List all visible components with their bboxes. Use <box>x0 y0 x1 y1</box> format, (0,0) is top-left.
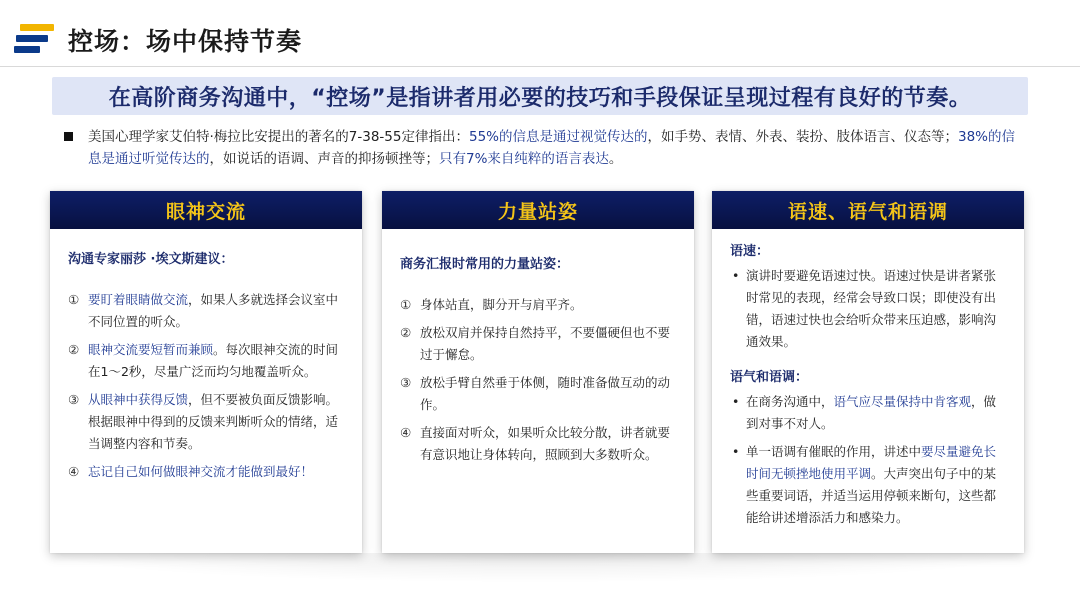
item-number: ② <box>400 325 412 340</box>
list-item <box>730 265 1006 353</box>
list-item <box>400 372 676 416</box>
page-title: 控场：场中保持节奏 <box>68 27 303 56</box>
list-item <box>730 441 1006 529</box>
item-text: ，做到对事不对人。 <box>746 394 997 431</box>
list-item <box>400 322 676 366</box>
item-highlight: 要盯着眼睛做交流 <box>88 292 189 307</box>
item-number: ③ <box>400 375 412 390</box>
section-heading-pace: 语速： <box>730 244 770 259</box>
square-bullet-icon <box>64 132 73 141</box>
bullet-icon: • <box>732 268 740 283</box>
card-header <box>50 191 362 229</box>
bullet-icon: • <box>732 444 740 459</box>
card-title: 语速、语气和语调 <box>787 200 948 223</box>
card-speech-pace-tone <box>712 191 1024 553</box>
item-highlight: 要尽量避免长时间无顿挫地使用平调 <box>746 444 997 481</box>
card-subtitle: 商务汇报时常用的力量站姿： <box>400 257 570 272</box>
item-text: ，但不要被负面反馈影响。根据眼神中得到的反馈来判断听众的情绪，适当调整内容和节奏。 <box>88 392 339 451</box>
list-item <box>68 461 344 483</box>
card-subtitle: 沟通专家丽莎 ·埃文斯建议： <box>68 252 234 267</box>
item-text: 单一语调有催眠的作用，讲述中 <box>746 444 922 459</box>
list-item <box>68 289 344 333</box>
item-text: 演讲时要避免语速过快。语速过快是讲者紧张时常见的表现，经常会导致口误；即使没有出错，语速过快也会给听众带来压迫感，影响沟通效果。 <box>746 268 997 349</box>
summary-banner <box>52 77 1028 115</box>
intro-highlight-visual: 55%的信息是通过视觉传达的 <box>468 129 648 145</box>
list-item <box>68 339 344 383</box>
decorative-shadow <box>40 553 1040 583</box>
item-number: ③ <box>68 392 80 407</box>
item-text: 在商务沟通中， <box>746 394 834 409</box>
brand-logo <box>14 24 54 54</box>
list-item <box>400 294 676 316</box>
item-text: 身体站直，脚分开与肩平齐。 <box>420 297 583 312</box>
card-header <box>382 191 694 229</box>
section-heading-tone: 语气和语调： <box>730 370 809 385</box>
card-header <box>712 191 1024 229</box>
item-text: 放松手臂自然垂于体侧，随时准备做互动的动作。 <box>420 375 671 412</box>
item-text: 。每次眼神交流的时间在1～2秒，尽量广泛而均匀地覆盖听众。 <box>88 342 339 379</box>
item-highlight: 语气应尽量保持中肯客观 <box>833 394 972 409</box>
item-number: ④ <box>68 464 80 479</box>
intro-part: ，如手势、表情、外表、装扮、肢体语言、仪态等； <box>647 129 958 145</box>
list-item <box>68 389 344 455</box>
intro-part: 美国心理学家艾伯特·梅拉比安提出的著名的7-38-55定律指出： <box>88 129 469 145</box>
item-text: 。大声突出句子中的某些重要词语，并适当运用停顿来断句，这些都能给讲述增添活力和感染力。 <box>746 466 997 525</box>
item-number: ① <box>68 292 80 307</box>
intro-highlight-verbal: 只有7%来自纯粹的语言表达 <box>439 151 609 167</box>
intro-part: 。 <box>608 151 623 167</box>
item-number: ① <box>400 297 412 312</box>
card-title: 眼神交流 <box>165 200 246 223</box>
card-eye-contact <box>50 191 362 553</box>
item-text: 直接面对听众，如果听众比较分散，讲者就要有意识地让身体转向，照顾到大多数听众。 <box>420 425 671 462</box>
item-text: ，如果人多就选择会议室中不同位置的听众。 <box>88 292 339 329</box>
intro-text <box>88 126 1024 170</box>
item-number: ④ <box>400 425 412 440</box>
item-text: 放松双肩并保持自然持平，不要僵硬但也不要过于懈怠。 <box>420 325 671 362</box>
card-power-pose <box>382 191 694 553</box>
list-item <box>400 422 676 466</box>
intro-paragraph <box>64 126 1024 170</box>
card-title: 力量站姿 <box>497 200 578 223</box>
bullet-icon: • <box>732 394 740 409</box>
item-highlight: 眼神交流要短暂而兼顾 <box>88 342 214 357</box>
list-item <box>730 391 1006 435</box>
intro-highlight-audio: 38%的信息是通过听觉传达的 <box>88 129 1016 167</box>
item-number: ② <box>68 342 80 357</box>
intro-part: ，如说话的语调、声音的抑扬顿挫等； <box>209 151 439 167</box>
item-highlight: 忘记自己如何做眼神交流才能做到最好！ <box>88 464 314 479</box>
banner-text: 在高阶商务沟通中，“控场”是指讲者用必要的技巧和手段保证呈现过程有良好的节奏。 <box>108 85 972 111</box>
header-divider <box>0 66 1080 67</box>
item-highlight: 从眼神中获得反馈 <box>88 392 189 407</box>
